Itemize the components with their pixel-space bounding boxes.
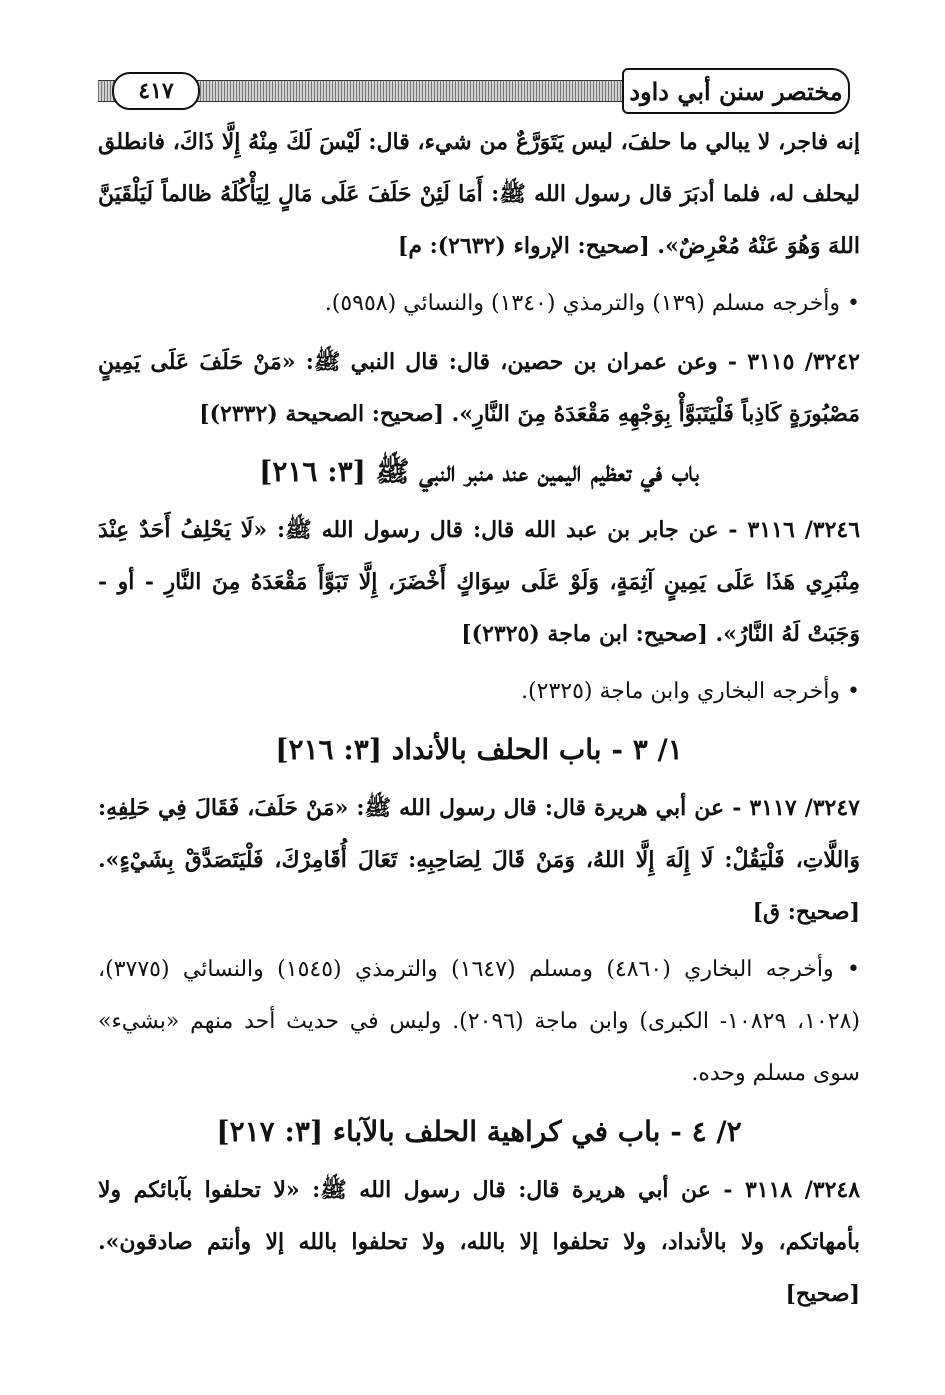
takhrij-note: • وأخرجه البخاري (٤٨٦٠) ومسلم (١٦٤٧) والترمذي (١٥٤٥) والنسائي (٣٧٧٥)، (١٠٢٨، ١٠٨٢٩- الكبرى) وابن ماجة (٢٠٩٦). وليس في حديث أحد منهم «بشيء» سوى مسلم وحده. — [98, 957, 860, 1086]
chapter-heading: ١/ ٣ - باب الحلف بالأنداد [٣: ٢١٦] — [275, 733, 683, 766]
chapter-heading: ٢/ ٤ - باب في كراهية الحلف بالآباء [٣: ٢١٧] — [216, 1115, 742, 1148]
takhrij-note: • وأخرجه البخاري وابن ماجة (٢٣٢٥). — [521, 679, 860, 704]
page-header — [98, 68, 850, 114]
hadith-paragraph: ٣٢٤٧/ ٣١١٧ - عن أبي هريرة قال: قال رسول الله ﷺ: «مَنْ حَلَفَ، فَقَالَ فِي حَلِفِهِ: وَاللَّاتِ، فَلْيَقُلْ: لَا إِلَهَ إِلَّا اللهُ، وَمَنْ قَالَ لِصَاحِبِهِ: تَعَالَ أُقَامِرْكَ، فَلْيَتَصَدَّقْ بِشَيْءٍ». [صحيح: ق] — [98, 795, 860, 925]
takhrij-note: • وأخرجه مسلم (١٣٩) والترمذي (١٣٤٠) والنسائي (٥٩٥٨). — [324, 291, 860, 316]
hadith-paragraph: ٣٢٤٢/ ٣١١٥ - وعن عمران بن حصين، قال: قال النبي ﷺ: «مَنْ حَلَفَ عَلَى يَمِينٍ مَصْبُورَةٍ كَاذِباً فَلْيَتَبَوَّأْ بِوَجْهِهِ مَقْعَدَهُ مِنَ النَّارِ». [صحيح: الصحيحة (٢٣٣٢)] — [98, 349, 860, 427]
page-number: ٤١٧ — [112, 72, 200, 110]
paragraph: إنه فاجر، لا يبالي ما حلفَ، ليس يَتَوَرَّعٌ من شيء، قال: لَيْسَ لَكَ مِنْهُ إِلَّا ذَاكَ، فانطلق ليحلف له، فلما أدبَرَ قال رسول الله ﷺ: أَمَا لَئِنْ حَلَفَ عَلَى مَالٍ لِيَأْكُلَهُ ظالماً لَيَلْقَيَنَّ اللهَ وَهُوَ عَنْهُ مُعْرِضٌ». [صحيح: الإرواء (٢٦٣٢): م] — [98, 129, 860, 259]
hadith-paragraph: ٣٢٤٨/ ٣١١٨ - عن أبي هريرة قال: قال رسول الله ﷺ: «لا تحلفوا بآبائكم ولا بأمهاتكم، ولا بالأنداد، ولا تحلفوا إلا بالله، ولا تحلفوا بالله إلا وأنتم صادقون». [صحيح] — [98, 1177, 861, 1307]
page-content — [98, 116, 860, 1320]
book-title: مختصر سنن أبي داود — [622, 68, 850, 114]
hadith-paragraph: ٣٢٤٦/ ٣١١٦ - عن جابر بن عبد الله قال: قال رسول الله ﷺ: «لَا يَحْلِفُ أَحَدٌ عِنْدَ مِنْبَرِي هَذَا عَلَى يَمِينٍ آثِمَةٍ، وَلَوْ عَلَى سِوَاكٍ أَخْضَرَ، إِلَّا تَبَوَّأَ مَقْعَدَهُ مِنَ النَّارِ - أو - وَجَبَتْ لَهُ النَّارُ». [صحيح: ابن ماجة (٢٣٢٥)] — [98, 517, 861, 647]
chapter-heading: باب في تعظيم اليمين عند منبر النبي ﷺ [٣: ٢١٦] — [259, 455, 699, 488]
